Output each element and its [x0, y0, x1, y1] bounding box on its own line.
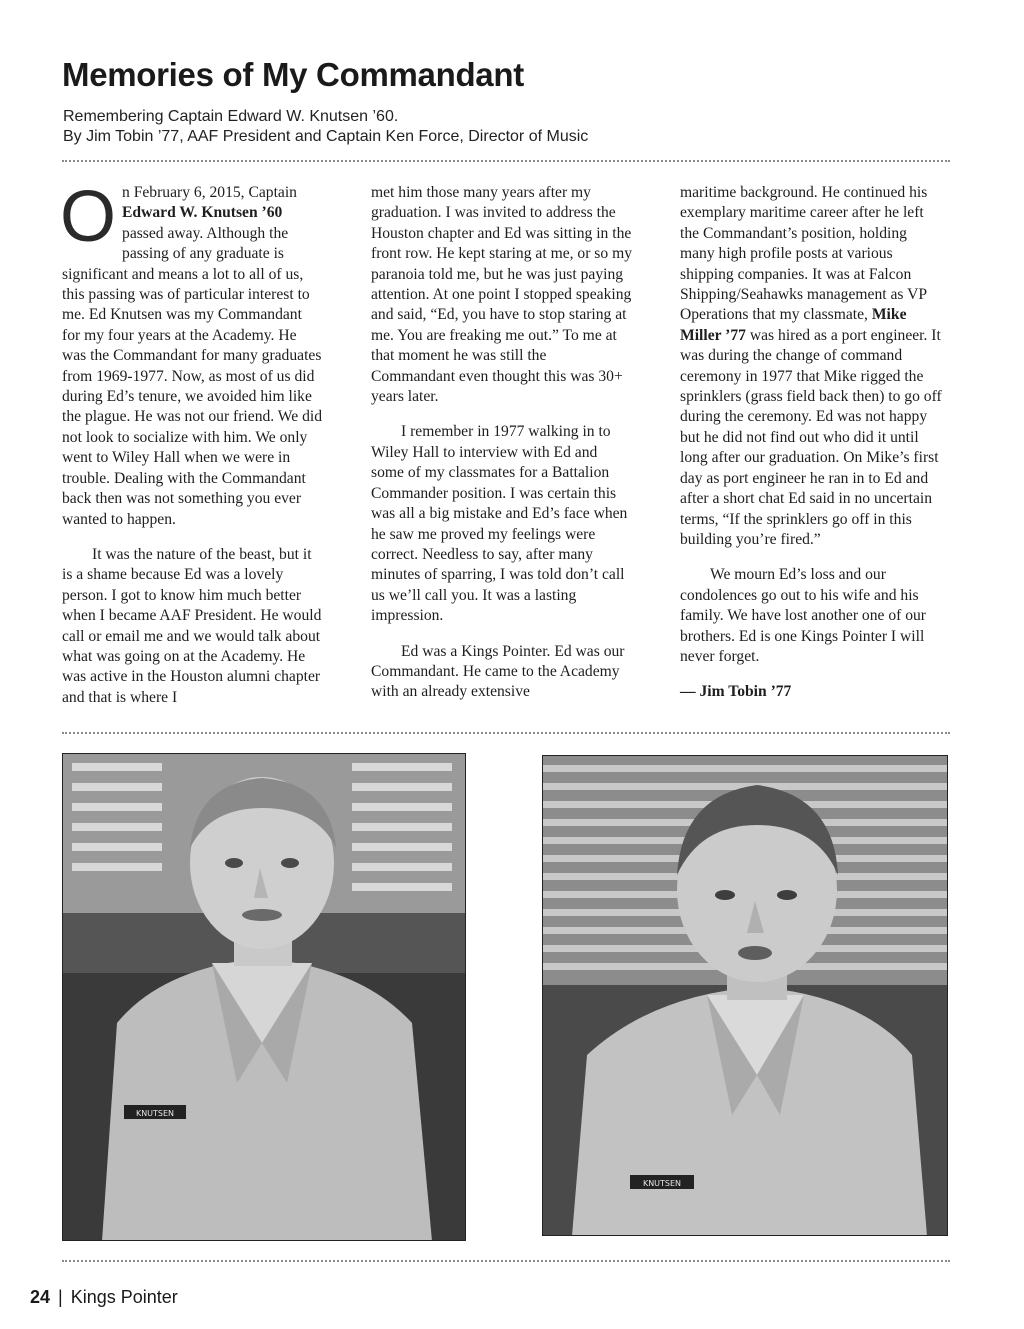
- photo-knutsen-right: [542, 755, 948, 1236]
- middle-divider: [62, 732, 950, 734]
- bottom-divider: [62, 1260, 950, 1262]
- portrait-illustration: [542, 755, 948, 1236]
- top-divider: [62, 160, 950, 162]
- photo-knutsen-left: [62, 753, 466, 1241]
- nametag-text: KNUTSEN: [135, 1109, 175, 1118]
- classmate-name: Mike Miller ’77: [680, 306, 907, 344]
- column-2: [371, 183, 633, 718]
- paragraph: met him those many years after my graduation. I was invited to address the Houston chapter and Ed was sitting in the front row. He kept staring at me, or so my paranoia told me, but he was just paying attention. At one point I stopped speaking and said, “Ed, you have to stop staring at me. You are freaking me out.” To me at that moment he was still the Commandant even thought this was 30+ years later.: [371, 184, 632, 406]
- column-1: [60, 177, 324, 723]
- paragraph: On February 6, 2015, Captain Edward W. Knutsen ’60 passed away. Although the passing of any graduate is significant and means a lot to all of us, this passing was of particular interest to me. Ed Knutsen was my Commandant for my four years at the Academy. He was the Commandant for many graduates from 1969-1977. Now, as most of us did during Ed’s tenure, we avoided him like the plague. He was not our friend. We did not look to socialize with him. We only went to Wiley Hall when we were in trouble. Dealing with the Commandant back then was not something you ever wanted to happen.: [60, 177, 323, 528]
- publication-name: Kings Pointer: [70, 1287, 178, 1307]
- subtitle-line-1: Remembering Captain Edward W. Knutsen ’60.: [63, 108, 399, 125]
- signature: — Jim Tobin ’77: [680, 683, 792, 701]
- column-3: [680, 183, 942, 718]
- article-title: Memories of My Commandant: [62, 56, 524, 93]
- paragraph: We mourn Ed’s loss and our condolences go out to his wife and his family. We have lost another one of our brothers. Ed is one Kings Pointer I will never forget.: [680, 566, 927, 665]
- paragraph: It was the nature of the beast, but it is a shame because Ed was a lovely person. I got to know him much better when I became AAF President. He would call or email me and we would talk about what was going on at the Academy. He was active in the Houston alumni chapter and that is where I: [62, 545, 322, 706]
- honoree-name: Edward W. Knutsen ’60: [122, 204, 283, 222]
- nametag-text: KNUTSEN: [642, 1179, 682, 1188]
- portrait-illustration: [62, 753, 466, 1241]
- page-footer: [30, 1287, 178, 1308]
- paragraph: I remember in 1977 walking in to Wiley Hall to interview with Ed and some of my classmates for a Battalion Commander position. I was certain this was all a big mistake and Ed’s face when he saw me proved my feelings were correct. Needless to say, after many minutes of sparring, I was told don’t call us we’ll call you. It was a lasting impression.: [371, 423, 628, 625]
- drop-cap: O: [60, 177, 117, 257]
- byline: By Jim Tobin ’77, AAF President and Captain Ken Force, Director of Music: [63, 128, 589, 145]
- footer-separator: |: [58, 1287, 63, 1307]
- article-subtitle: [63, 107, 588, 147]
- paragraph: Ed was a Kings Pointer. Ed was our Commandant. He came to the Academy with an already extensive: [371, 642, 625, 701]
- paragraph: maritime background. He continued his exemplary maritime career after he left the Commandant’s position, holding many high profile posts at various shipping companies. It was at Falcon Shipping/Seahawks management as VP Operations that my classmate, Mike Miller ’77 was hired as a port engineer. It was during the change of command ceremony in 1977 that Mike rigged the sprinklers (grass field back then) to go off during the ceremony. Ed was not happy but he did not find out who did it until long after our graduation. On Mike’s first day as port engineer he ran in to Ed and after a short chat Ed said in no uncertain terms, “If the sprinklers go off in this building you’re fired.”: [680, 184, 942, 548]
- page-number: 24: [30, 1287, 51, 1307]
